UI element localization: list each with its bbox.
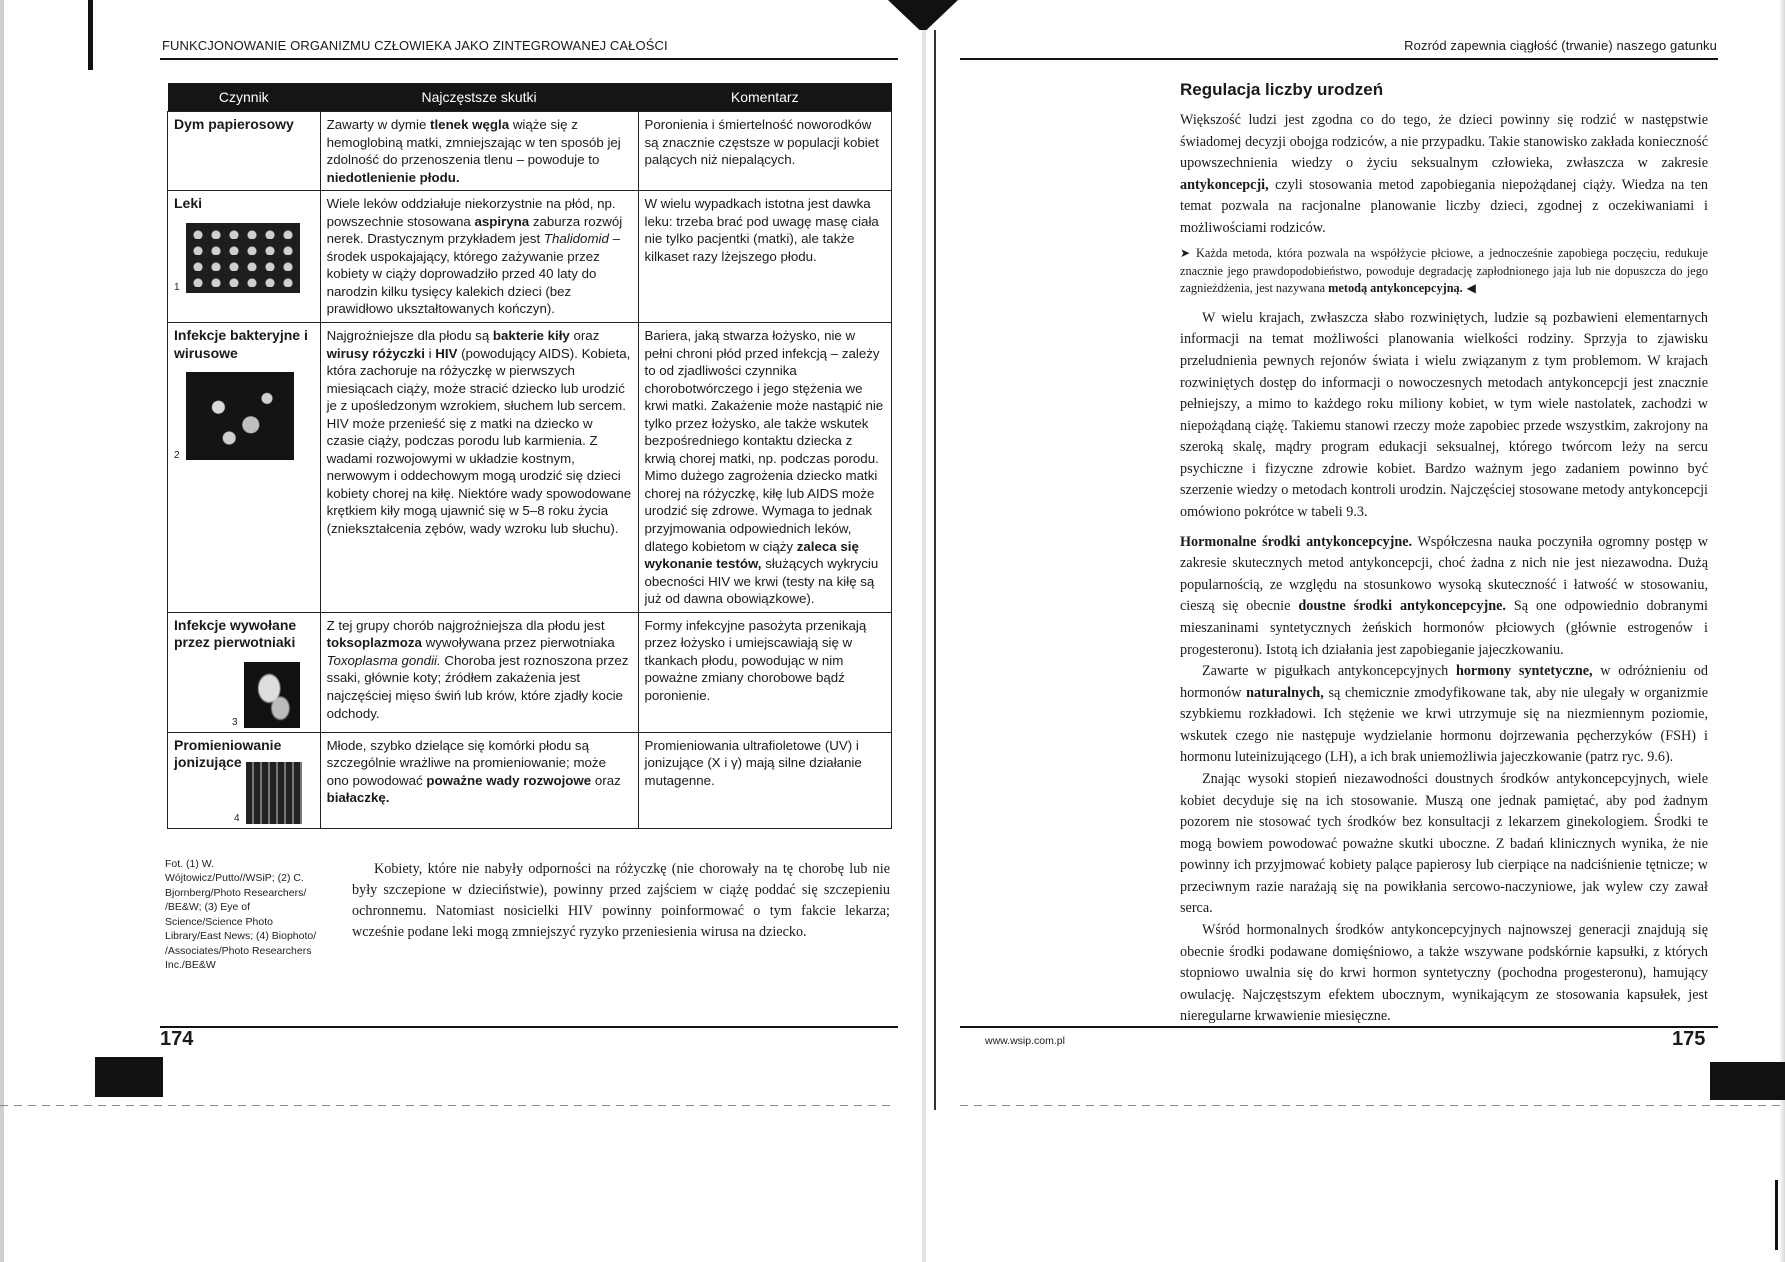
comment-cell: Formy infekcyjne pasożyta przenikają przez łożysko i umiejscawiają się w tkankach płodu, powodując w nim poważne zmiany chorobowe bądź poronienie. [638, 612, 892, 732]
footer-url: www.wsip.com.pl [985, 1035, 1065, 1047]
intro-paragraph: Większość ludzi jest zgodna co do tego, że dzieci powinny się rodzić w następstwie świadomej decyzji obojga rodziców, a nie przypadku. Takie stanowisko zakłada konieczność upowszechnienia wiedzy o życiu seksualnym człowieka, zwłaszcza w zakresie antykoncepcji, czyli stosowania metod zapobiegania niepożądanej ciąży. Wiedza na ten temat pozwala na racjonalne planowanie liczby dzieci, zgodnej z oczekiwaniami i możliwościami rodziców. [1180, 112, 1708, 236]
effect-cell: Młode, szybko dzielące się komórki płodu są szczególnie wrażliwe na promieniowanie; może ono powodować poważne wady rozwojowe oraz białaczkę. [320, 732, 638, 828]
book-gutter [922, 0, 926, 1262]
comment-cell: Bariera, jaką stwarza łożysko, nie w pełni chroni płód przed infekcją – zależy to od zjadliwości czynnika chorobotwórczego i jego stężenia we krwi matki. Zakażenie może nastąpić nie tylko przez łożysko, ale także wskutek bezpośredniego kontaktu dziecka z krwią chorej matki, np. podczas porodu. Mimo dużego zagrożenia dziecko matki chorej na różyczkę, kiłę lub AIDS może urodzić się zdrowe. Wymaga to jednak przyjmowania odpowiednich leków, dlatego kobietom w ciąży zaleca się wykonanie testów, służących wykryciu obecności HIV we krwi (testy na kiłę są już od dawna obowiązkowe). [638, 323, 892, 613]
photo-number: 4 [234, 813, 240, 825]
comment-cell: Poronienia i śmiertelność noworodków są znacznie częstsze w populacji kobiet palących niż niepalących. [638, 112, 892, 191]
scan-dash-line [0, 1105, 890, 1106]
arrow-icon: ➤ [1180, 246, 1197, 261]
scan-dash-line [960, 1105, 1785, 1106]
factor-cell [168, 612, 321, 732]
factor-name: Leki [174, 195, 203, 212]
factor-cell [168, 112, 321, 191]
corner-mark [1710, 1062, 1785, 1100]
binding-shadow [888, 0, 958, 30]
scan-mark [88, 0, 93, 70]
rubella-paragraph: Kobiety, które nie nabyły odporności na różyczkę (nie chorowały na tę chorobę lub nie były szczepione w dzieciństwie), powinny przed zajściem w ciążę poddać się szczepieniu ochronnemu. Natomiast nosicielki HIV powinny poinformować o tym fakcie lekarza; wcześnie podane leki mogą zmniejszyć ryzyko przeniesienia wirusa na dziecko. [352, 861, 890, 941]
column-header: Najczęstsze skutki [320, 83, 638, 112]
scan-mark [1775, 1180, 1778, 1250]
effect-cell: Wiele leków oddziałuje niekorzystnie na płód, np. powszechnie stosowana aspiryna zaburza rozwój nerek. Drastycznym przykładem jest Thalidomid – środek uspokajający, którego zażywanie przez kobiety w ciąży doprowadziło przed 40 laty do narodzin kilku tysięcy kalekich dzieci (bez prawidłowo ukształtowanych kończyn). [320, 191, 638, 323]
table-row [168, 112, 892, 191]
effect-cell: Najgroźniejsze dla płodu są bakterie kiły oraz wirusy różyczki i HIV (powodujący AIDS). Kobieta, która zachoruje na różyczkę w pierwszych miesiącach ciąży, może stracić dziecko lub urodzić je z upośledzonym wzrokiem, słuchem lub sercem. HIV może przenieść się z matki na dziecko w czasie ciąży, podczas porodu lub karmienia. Z wadami rozwojowymi w układzie kostnym, nerwowym i oddechowym mogą urodzić się dzieci kobiety chorej na kiłę. Niektóre wady spowodowane krętkiem kiły mogą ujawnić się w 5–8 roku życia (zniekształcenia zębów, wady wzroku lub słuchu). [320, 323, 638, 613]
running-head-right: Rozród zapewnia ciągłość (trwanie) naszego gatunku [1404, 38, 1717, 53]
xray-photo [234, 762, 302, 825]
factor-cell [168, 323, 321, 613]
virus-photo [174, 372, 294, 461]
column-header: Czynnik [168, 83, 321, 112]
page-number-left: 174 [160, 1028, 194, 1050]
table-header-row [168, 83, 892, 112]
footer-rule [160, 1026, 898, 1028]
page-number-right: 175 [1672, 1028, 1706, 1050]
factor-name: Infekcje bakteryjne i wirusowe [174, 327, 308, 361]
running-head-left: FUNKCJONOWANIE ORGANIZMU CZŁOWIEKA JAKO ZINTEGROWANEJ CAŁOŚCI [162, 38, 668, 53]
photo-number: 1 [174, 282, 180, 294]
section-title: Regulacja liczby urodzeń [1180, 80, 1384, 99]
photo-credits: Fot. (1) W. Wójtowicz/Putto//WSiP; (2) C. Bjornberg/Photo Researchers/ /BE&W; (3) Eye of Science/Science Photo Library/East News; (4) Biophoto/ /Associates/Photo Researchers Inc./BE&W [165, 858, 317, 972]
body-paragraph: Wśród hormonalnych środków antykoncepcyjnych najnowszej generacji znajdują się obecnie środki podawane domięśniowo, a także wszywane podskórnie kapsułki, z których stopniowo uwalnia się do krwi hormon syntetyczny (pochodna progesteronu), hamujący owulację. Najczęstszym efektem ubocznym, wynikającym ze stosowania kapsułek, jest nieregularne krwawienie miesięczne. [1180, 922, 1708, 1025]
factors-table [167, 83, 892, 829]
scan-edge-left [0, 0, 4, 1262]
factor-name: Promieniowanie jonizujące [174, 736, 282, 771]
factor-name: Infekcje wywołane przez pierwotniaki [174, 616, 297, 651]
comment-cell: Promieniowania ultrafioletowe (UV) i jonizujące (X i γ) mają silne działanie mutagenne. [638, 732, 892, 828]
column-header: Komentarz [638, 83, 892, 112]
arrow-end-icon: ◀ [1462, 281, 1476, 296]
photo-number: 2 [174, 449, 180, 461]
factor-name: Dym papierosowy [174, 116, 294, 132]
comment-cell: W wielu wypadkach istotna jest dawka leku: trzeba brać pod uwagę masę ciała nie tylko pacjentki (matki), ale także kilkaset razy lżejszego płodu. [638, 191, 892, 323]
body-paragraph: Hormonalne środki antykoncepcyjne. Współczesna nauka poczyniła ogromny postęp w zakresie skutecznych metod antykoncepcji, choć żadna z nich nie jest niezawodna. Dużą popularnością, ze względu na stosunkowo wysoką skuteczność i łatwość w stosowaniu, cieszą się obecnie doustne środki antykoncepcyjne. Są one odpowiednio dobranymi mieszaninami syntetycznych żeńskich hormonów płciowych (głównie estrogenów i progesteronu). Istotą ich działania jest zapobieganie jajeczkowaniu. [1180, 533, 1709, 658]
body-paragraph: Zawarte w pigułkach antykoncepcyjnych hormony syntetyczne, w odróżnieniu od hormonów naturalnych, są chemicznie zmodyfikowane tak, aby nie ulegały w organizmie szybkiemu rozkładowi. Ich stężenie we krwi utrzymuje się na niezmiennym poziomie, wskutek czego nie następuje wydzielanie hormonu dojrzewania pęcherzyków (FSH) i hormonu luteinizującego (LH), a ich brak uniemożliwia jajeczkowanie (patrz ryc. 9.6). [1180, 663, 1708, 766]
factor-cell [168, 732, 321, 828]
definition-text: Każda metoda, która pozwala na współżycie płciowe, a jednocześnie zapobiega poczęciu, redukuje znacznie jego prawdopodobieństwo, powoduje degradację zapłodnionego jaja lub nie dopuszcza do jego zagnieżdżenia, jest nazywana metodą antykoncepcyjną. [1180, 246, 1708, 296]
body-paragraph: W wielu krajach, zwłaszcza słabo rozwiniętych, ludzie są pozbawieni elementarnych informacji na temat możliwości planowania wielkości rodziny. Sprzyja to zjawisku przeludnienia pewnych rejonów świata i wielu związanym z tym problemom. W krajach rozwiniętych dostęp do informacji o nowoczesnych metodach antykoncepcji jest znacznie pełniejszy, a mimo to każdego roku miliony kobiet, w tym wiele nastolatek, zachodzi w niepożądaną ciążę. Takiemu stanowi rzeczy może zapobiec przede wszystkim, zakrojony na szeroką skalę, mądry program edukacji seksualnej, którego twórcom leży na sercu psychiczne i fizyczne zdrowie kobiet. Bardzo ważnym jego zadaniem powinno być szerzenie wiedzy o metodach kontroli urodzin. Najczęściej stosowane metody antykoncepcji omówiono pokrótce w tabeli 9.3. [1180, 309, 1708, 521]
header-rule [160, 58, 898, 60]
pills-photo [174, 223, 300, 294]
corner-mark [95, 1057, 163, 1097]
table-row [168, 732, 892, 828]
photo-number: 3 [232, 717, 238, 729]
binding-line [934, 30, 936, 1110]
header-rule [960, 58, 1718, 60]
table-row [168, 323, 892, 613]
factor-cell [168, 191, 321, 323]
right-body-text [1180, 110, 1708, 1028]
footer-rule [960, 1026, 1718, 1028]
effect-cell: Z tej grupy chorób najgroźniejsza dla płodu jest toksoplazmoza wywoływana przez pierwotniaka Toxoplasma gondii. Choroba jest roznoszona przez ssaki, głównie koty; źródłem zakażenia jest najczęściej mięso świń lub krów, które zjadły kocie odchody. [320, 612, 638, 732]
table-row [168, 612, 892, 732]
effect-cell: Zawarty w dymie tlenek węgla wiąże się z hemoglobiną matki, zmniejszając w ten sposób jej zdolność do przenoszenia tlenu – powoduje to niedotlenienie płodu. [320, 112, 638, 191]
table-row [168, 191, 892, 323]
definition-box [1180, 245, 1708, 297]
body-paragraph: Znając wysoki stopień niezawodności doustnych środków antykoncepcyjnych, wiele kobiet decyduje się na ich stosowanie. Muszą one jednak pamiętać, aby pod żadnym pozorem nie stosować tych środków bez konsultacji z lekarzem ginekologiem. Środki te mogą bowiem powodować poważne skutki uboczne. Z badań klinicznych wynika, że nie powinny ich przyjmować kobiety palące papierosy lub cierpiące na nadciśnienie tętnicze; w przeciwnym razie narażają się na powikłania sercowo-naczyniowe, jak wylew czy zawał serca. [1180, 770, 1708, 917]
toxoplasma-photo [232, 662, 300, 729]
